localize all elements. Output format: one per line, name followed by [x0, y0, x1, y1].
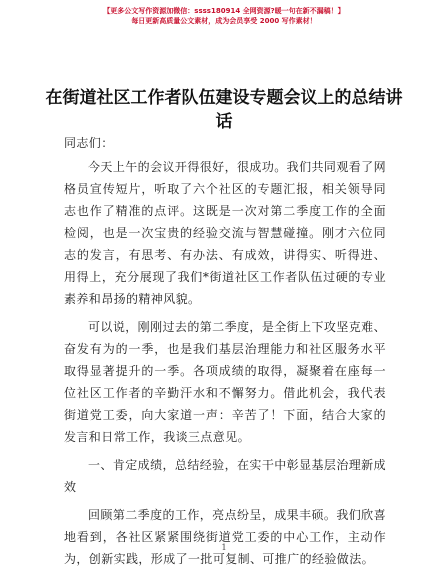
paragraph: 可以说，刚刚过去的第二季度，是全街上下攻坚克难、奋发有为的一季，也是我们基层治理能力和社区服务水平取得显著提升的一季。各项成绩的取得，凝聚着在座每一位社区工作者的辛勤汗水和不懈努力。借此机会，我代表街道党工委，向大家道一声：辛苦了！下面，结合大家的发言和日常工作，我谈三点意见。 — [64, 320, 386, 444]
page-number: 1 — [221, 543, 227, 552]
promo-banner-line-1: 【更多公文写作资源加微信：ssss180914 全网资源?暖一句在新不漏稿！】 — [103, 7, 345, 15]
document-body — [64, 132, 386, 570]
promo-banner — [0, 6, 448, 26]
paragraph: 回顾第二季度的工作，亮点纷呈，成果丰硕。我们欣喜地看到，各社区紧紧围绕街道党工委的中心工作，主动作为，创新实践，形成了一批可复制、可推广的经验做法。 — [64, 508, 386, 566]
greeting: 同志们： — [64, 136, 114, 150]
paragraph: 今天上午的会议开得很好，很成功。我们共同观看了网格员宣传短片，听取了六个社区的专题汇报，相关领导同志也作了精准的点评。这既是一次对第二季度工作的全面检阅，也是一次宝贵的经验交流与智慧碰撞。刚才六位同志的发言，有思考、有办法、有成效，讲得实、听得进、用得上，充分展现了我们*街道社区工作者队伍过硬的专业素养和昂扬的精神风貌。 — [64, 160, 386, 306]
section-heading: 一、肯定成绩，总结经验，在实干中彰显基层治理新成效 — [64, 458, 386, 494]
document-title: 在街道社区工作者队伍建设专题会议上的总结讲话 — [45, 88, 403, 132]
promo-banner-line-2: 每日更新高质量公文素材，成为会员享受 2000 写作素材！ — [131, 17, 317, 25]
